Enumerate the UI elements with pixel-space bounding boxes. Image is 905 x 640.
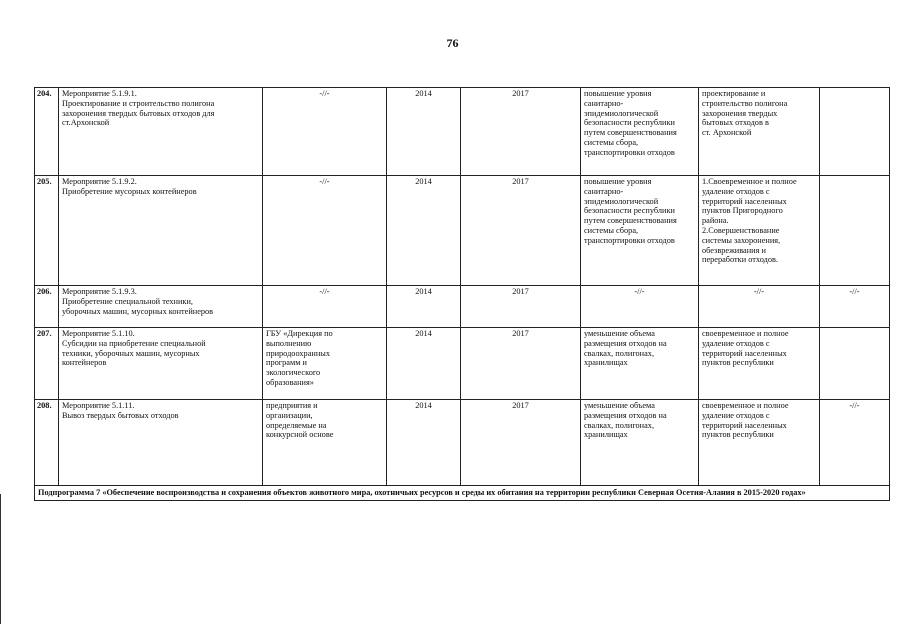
measure-name-line: Вывоз твердых бытовых отходов [62, 410, 179, 420]
end-year: 2017 [461, 328, 581, 400]
consequence-line: бытовых отходов в [702, 118, 769, 128]
consequence-line: захоронения твердых [702, 108, 778, 118]
expected-result-line: хранилищах [584, 430, 628, 440]
measures-table [34, 87, 890, 501]
expected-result-line: системы сбора, [584, 225, 639, 235]
consequence-line: -//- [753, 287, 765, 296]
consequence-line: пунктов республики [702, 430, 774, 440]
executor-line: -//- [319, 177, 330, 186]
executor [263, 176, 387, 286]
start-year: 2014 [387, 328, 461, 400]
consequence [699, 88, 820, 176]
end-year: 2017 [461, 176, 581, 286]
measure-name-line: Приобретение мусорных контейнеров [62, 186, 197, 196]
expected-result-line: эпидемиологической [584, 196, 659, 206]
link-indicators [820, 176, 890, 286]
row-number: 206. [35, 286, 59, 328]
consequence-line: 2.Совершенствование [702, 225, 780, 235]
expected-result [581, 328, 699, 400]
expected-result-line: безопасности республики [584, 118, 675, 128]
table-row [35, 400, 890, 486]
expected-result-line: санитарно- [584, 98, 624, 108]
executor-line: экологического [266, 368, 321, 378]
consequence [699, 176, 820, 286]
executor [263, 88, 387, 176]
expected-result-line: хранилищах [584, 358, 628, 368]
start-year: 2014 [387, 400, 461, 486]
link-indicators-line: -//- [849, 287, 860, 296]
measure-name-line: Мероприятие 5.1.10. [62, 329, 135, 338]
consequence-line: пунктов Пригородного [702, 206, 783, 216]
consequence-line: территорий населенных [702, 348, 787, 358]
executor-line: -//- [319, 89, 330, 98]
link-indicators [820, 328, 890, 400]
consequence-line: переработки отходов. [702, 255, 778, 265]
measure-name-line: захоронения твердых бытовых отходов для [62, 108, 215, 118]
consequence-line: территорий населенных [702, 196, 787, 206]
consequence-line: своевременное и полное [702, 329, 789, 338]
consequence-line: территорий населенных [702, 420, 787, 430]
expected-result-line: эпидемиологической [584, 108, 659, 118]
executor-line: ГБУ «Дирекция по [266, 329, 333, 338]
link-indicators [820, 400, 890, 486]
expected-result-line: повышение уровня [584, 177, 652, 186]
link-indicators-line: -//- [849, 401, 860, 410]
table-row [35, 176, 890, 286]
executor-line: конкурсной основе [266, 430, 334, 440]
start-year: 2014 [387, 286, 461, 328]
expected-result [581, 176, 699, 286]
expected-result-line: системы сбора, [584, 137, 639, 147]
measure-name-line: Приобретение специальной техники, [62, 296, 193, 306]
measure-name [59, 88, 263, 176]
expected-result-line: уменьшение объема [584, 401, 655, 410]
link-indicators [820, 88, 890, 176]
expected-result-line: свалках, полигонах, [584, 420, 655, 430]
executor-line: выполнению [266, 338, 312, 348]
measure-name-line: техники, уборочных машин, мусорных [62, 348, 200, 358]
executor-line: программ и [266, 358, 307, 368]
consequence-line: обезвреживания и [702, 245, 766, 255]
measure-name [59, 328, 263, 400]
subprogram-row [35, 486, 890, 501]
measure-name [59, 176, 263, 286]
executor [263, 286, 387, 328]
consequence-line: проектирование и [702, 89, 766, 98]
measure-name-line: Мероприятие 5.1.9.1. [62, 89, 137, 98]
link-indicators [820, 286, 890, 328]
executor-line: -//- [319, 287, 330, 296]
measure-name-line: контейнеров [62, 358, 107, 368]
consequence-line: системы захоронения, [702, 235, 781, 245]
row-number: 208. [35, 400, 59, 486]
consequence-line: пунктов республики [702, 358, 774, 368]
table-row [35, 88, 890, 176]
expected-result [581, 286, 699, 328]
consequence-line: своевременное и полное [702, 401, 789, 410]
measure-name [59, 400, 263, 486]
consequence-line: удаление отходов с [702, 338, 770, 348]
expected-result-line: транспортировки отходов [584, 147, 675, 157]
consequence-line: строительство полигона [702, 98, 788, 108]
consequence [699, 400, 820, 486]
expected-result-line: путем совершенствования [584, 128, 677, 138]
expected-result-line: -//- [634, 287, 645, 296]
end-year: 2017 [461, 88, 581, 176]
expected-result-line: повышение уровня [584, 89, 652, 98]
expected-result-line: транспортировки отходов [584, 235, 675, 245]
table-row [35, 328, 890, 400]
expected-result-line: безопасности республики [584, 206, 675, 216]
executor [263, 328, 387, 400]
expected-result-line: свалках, полигонах, [584, 348, 655, 358]
expected-result-line: уменьшение объема [584, 329, 655, 338]
measure-name-line: ст.Архонской [62, 118, 110, 128]
executor-line: организации, [266, 410, 313, 420]
consequence [699, 286, 820, 328]
measure-name-line: Субсидии на приобретение специальной [62, 338, 206, 348]
measure-name [59, 286, 263, 328]
executor-line: предприятия и [266, 401, 318, 410]
consequence-line: 1.Своевременное и полное [702, 177, 797, 186]
page-number: 76 [446, 36, 459, 50]
expected-result-line: размещения отходов на [584, 338, 667, 348]
consequence [699, 328, 820, 400]
margin-line [0, 494, 1, 624]
measure-name-line: Мероприятие 5.1.11. [62, 401, 135, 410]
consequence-line: района. [702, 216, 729, 226]
subprogram-title: Подпрограмма 7 «Обеспечение воспроизводства и сохранения объектов животного мира, охотничьих ресурсов и среды их обитания на территории республики Северная Осетия-Алания в 2015-2020 годах» [35, 486, 890, 501]
executor-line: природоохранных [266, 348, 330, 358]
consequence-line: удаление отходов с [702, 410, 770, 420]
start-year: 2014 [387, 176, 461, 286]
expected-result-line: путем совершенствования [584, 216, 677, 226]
row-number: 204. [35, 88, 59, 176]
table-row [35, 286, 890, 328]
expected-result [581, 88, 699, 176]
expected-result-line: размещения отходов на [584, 410, 667, 420]
consequence-line: ст. Архонской [702, 128, 752, 138]
end-year: 2017 [461, 400, 581, 486]
executor-line: определяемые на [266, 420, 327, 430]
expected-result [581, 400, 699, 486]
row-number: 207. [35, 328, 59, 400]
row-number: 205. [35, 176, 59, 286]
executor [263, 400, 387, 486]
measure-name-line: уборочных машин, мусорных контейнеров [62, 306, 214, 316]
measure-name-line: Мероприятие 5.1.9.3. [62, 287, 137, 296]
executor-line: образования» [266, 377, 314, 387]
consequence-line: удаление отходов с [702, 186, 770, 196]
end-year: 2017 [461, 286, 581, 328]
expected-result-line: санитарно- [584, 186, 624, 196]
start-year: 2014 [387, 88, 461, 176]
measure-name-line: Проектирование и строительство полигона [62, 98, 215, 108]
measure-name-line: Мероприятие 5.1.9.2. [62, 177, 137, 186]
